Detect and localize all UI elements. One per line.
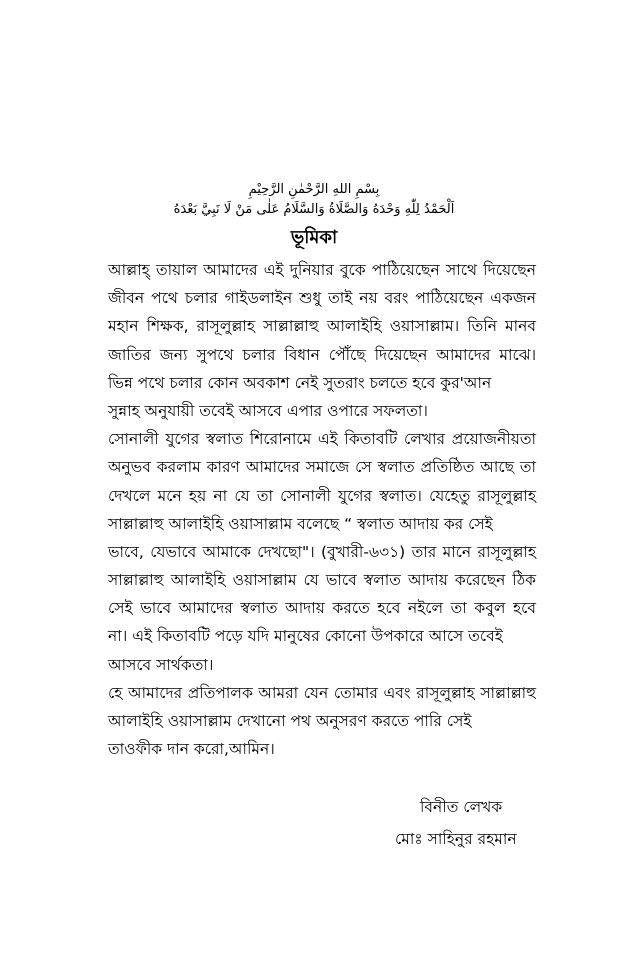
text-line: ভিন্ন পথে চলার কোন অবকাশ নেই সুতরাং চলতে হবে কুর'আন (108, 373, 492, 392)
page-title: ভূমিকা (290, 227, 338, 248)
text-line: হে আমাদের প্রতিপালক আমরা যেন তোমার এবং রাসূলুল্লাহ সাল্লাল্লাহু (108, 683, 536, 702)
body-text (108, 256, 536, 763)
text-line: অনুভব করলাম কারণ আমাদের সমাজে সে স্বলাত প্রতিষ্ঠিত আছে তা (108, 458, 536, 477)
text-line: জীবন পথে চলার গাইডলাইন শুধু তাই নয় বরং পাঠিয়েছেন একজন (108, 289, 536, 308)
basmala: بِسْمِ اللهِ الرَّحْمٰنِ الرَّحِيْمِ (248, 182, 380, 197)
text-line: আলাইহি ওয়াসাল্লাম দেখানো পথ অনুসরণ করতে পারি সেই (108, 712, 472, 730)
text-line: সাল্লাল্লাহু আলাইহি ওয়াসাল্লাম যে ভাবে স্বলাত আদায় করেছেন ঠিক (108, 571, 536, 590)
text-line: সোনালী যুগের স্বলাত শিরোনামে এই কিতাবটি লেখার প্রয়োজনীয়তা (108, 430, 536, 449)
hamd-line: اَلْحَمْدُ لِلّٰهِ وَحْدَهُ وَالصَّلَاةُ وَالسَّلَامُ عَلٰى مَنْ لَا نَبِيَّ بَعْدَهُ (173, 202, 455, 217)
text-line: আল্লাহ্ তায়াল আমাদের এই দুনিয়ার বুকে পাঠিয়েছেন সাথে দিয়েছেন (108, 261, 536, 279)
text-line: ভাবে, যেভাবে আমাকে দেখছো"। (বুখারী-৬৩১) তার মানে রাসূলুল্লাহ (108, 542, 536, 561)
text-line: জাতির জন্য সুপথে চলার বিধান পৌঁছে দিয়েছেন আমাদের মাঝে। (108, 345, 536, 364)
signature-closing: বিনীত লেখক (420, 798, 503, 816)
text-line: আসবে সার্থকতা। (108, 655, 214, 674)
text-line: তাওফীক দান করো,আমিন। (108, 740, 275, 759)
text-line: সাল্লাল্লাহু আলাইহি ওয়াসাল্লাম বলেছে “ স্বলাত আদায় কর সেই (108, 514, 493, 533)
text-line: দেখলে মনে হয় না যে তা সোনালী যুগের স্বলাত। যেহেতু রাসূলুল্লাহ (108, 486, 536, 505)
text-line: সেই ভাবে আমাদের স্বলাত আদায় করতে হবে নইলে তা কবুল হবে (108, 599, 536, 618)
text-line: মহান শিক্ষক, রাসূলুল্লাহ সাল্লাল্লাহু আলাইহি ওয়াসাল্লাম। তিনি মানব (108, 317, 536, 336)
signature-author: মোঃ সাহিনুর রহমান (395, 830, 517, 848)
text-line: না। এই কিতাবটি পড়ে যদি মানুষের কোনো উপকারে আসে তবেই (108, 627, 503, 646)
text-line: সুন্নাহ অনুযায়ী তবেই আসবে এপার ওপারে সফলতা। (108, 401, 428, 420)
